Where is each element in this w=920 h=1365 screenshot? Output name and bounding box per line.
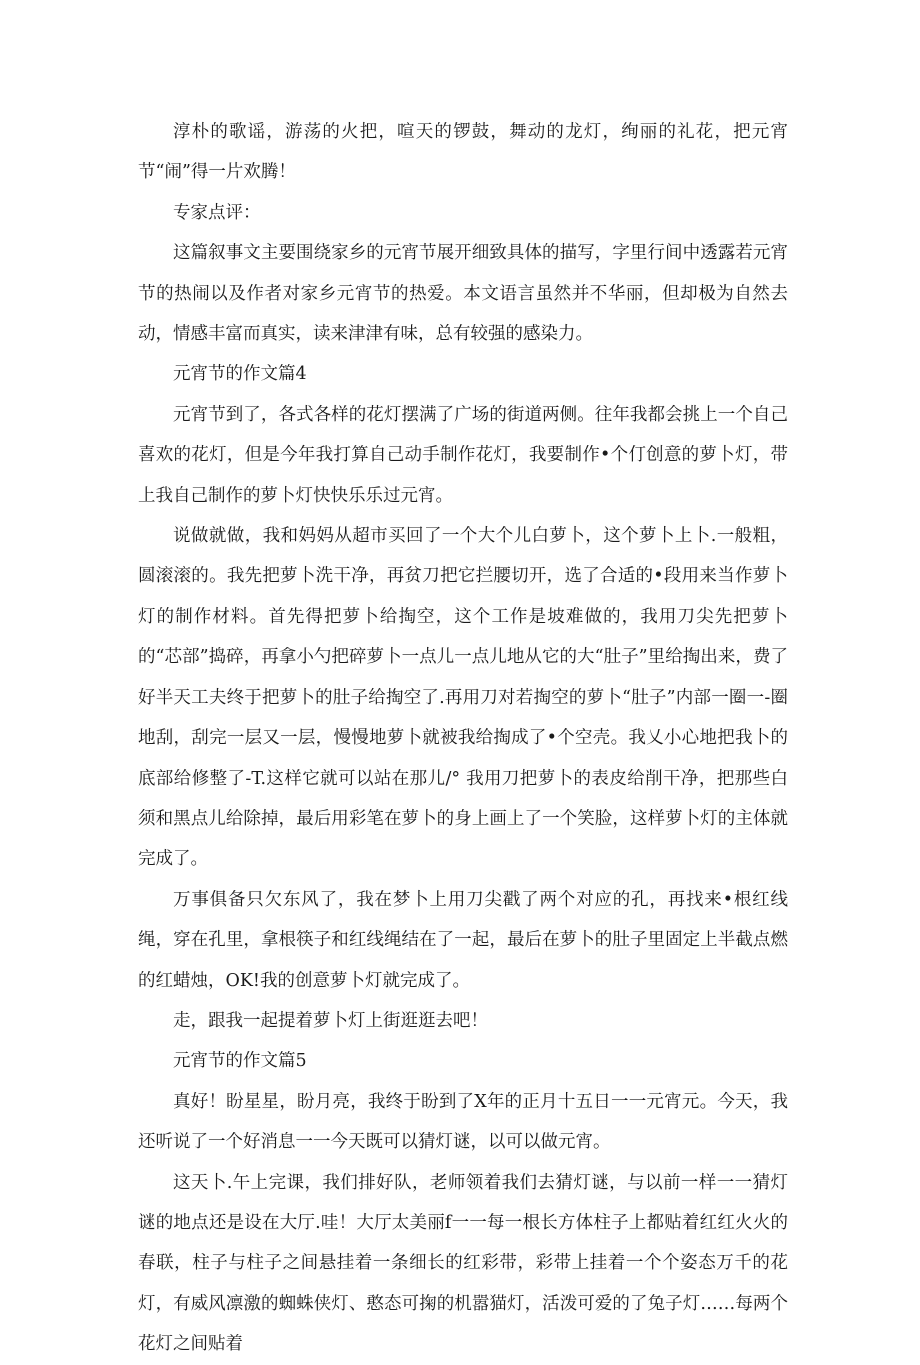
paragraph-essay-4-finishing: 万事俱备只欠东风了，我在梦卜上用刀尖戳了两个对应的孔，再找来•根红线绳，穿在孔里，拿根筷子和红线绳结在了一起，最后在萝卜的肚子里固定上半截点燃的红蜡烛，OK!我的创意萝卜灯就完成了。 [138, 889, 788, 991]
document-body [138, 112, 788, 1365]
paragraph-expert-review: 这篇叙事文主要围绕家乡的元宵节展开细致具体的描写，字里行间中透露若元宵节的热闹以及作者对家乡元宵节的热爱。本文语言虽然并不华丽，但却极为自然去动，情感丰富而真实，读来津津有味，总有较强的感染力。 [138, 243, 788, 345]
paragraph-essay-4-intro: 元宵节到了，各式各样的花灯摆满了广场的街道两侧。往年我都会挑上一个自己喜欢的花灯，但是今年我打算自己动手制作花灯，我要制作•个仃创意的萝卜灯，带上我自己制作的萝卜灯快快乐乐过元宵。 [138, 404, 788, 506]
paragraph-essay-5-intro: 真好！盼星星，盼月亮，我终于盼到了X年的正月十五日一一元宵元。今天，我还听说了一个好消息一一今天既可以猜灯谜，以可以做元宵。 [138, 1091, 788, 1153]
section-heading-essay-4: 元宵节的作文篇4 [173, 364, 307, 385]
section-heading-essay-5: 元宵节的作文篇5 [173, 1051, 307, 1072]
paragraph-essay-4-ending: 走，跟我一起提着萝卜灯上街逛逛去吧！ [173, 1010, 488, 1031]
paragraph-essay-5-riddles: 这天卜.午上完课，我们排好队，老师领着我们去猜灯谜，与以前一样一一猜灯谜的地点还是设在大厅.哇！大厅太美丽f一一每一根长方体柱子上都贴着红红火火的春联，柱子与柱子之间悬挂着一条细长的红彩带，彩带上挂着一个个姿态万千的花灯，有威风凛激的蜘蛛侠灯、憨态可掬的机嚣猫灯，活泼可爱的了兔子灯……每两个花灯之间贴着 [138, 1172, 788, 1355]
paragraph-expert-review-heading: 专家点评： [173, 202, 261, 223]
paragraph-essay-4-making: 说做就做，我和妈妈从超市买回了一个大个儿白萝卜，这个萝卜上卜.一般粗，圆滚滚的。我先把萝卜洗干净，再贫刀把它拦腰切开，选了合适的•段用来当作萝卜灯的制作材料。首先得把萝卜给掏空，这个工作是坡难做的，我用刀尖先把萝卜的“芯部”捣碎，再拿小勺把碎萝卜一点儿一点儿地从它的大“肚子”里给掏出来，费了好半天工夫终于把萝卜的肚子给掏空了.再用刀对若掏空的萝卜“肚子”内部一圈一-圈地刮，刮完一层又一层，慢慢地萝卜就被我给掏成了•个空壳。我乂小心地把我卜的底部给修整了-T.这样它就可以站在那儿/° 我用刀把萝卜的表皮给削干净，把那些白须和黑点儿给除掉，最后用彩笔在萝卜的身上画上了一个笑脸，这样萝卜灯的主体就完成了。 [138, 526, 788, 870]
paragraph-closing-line: 淳朴的歌谣，游荡的火把，喧天的锣鼓，舞动的龙灯，绚丽的礼花，把元宵节“闹”得一片欢腾！ [138, 122, 788, 183]
